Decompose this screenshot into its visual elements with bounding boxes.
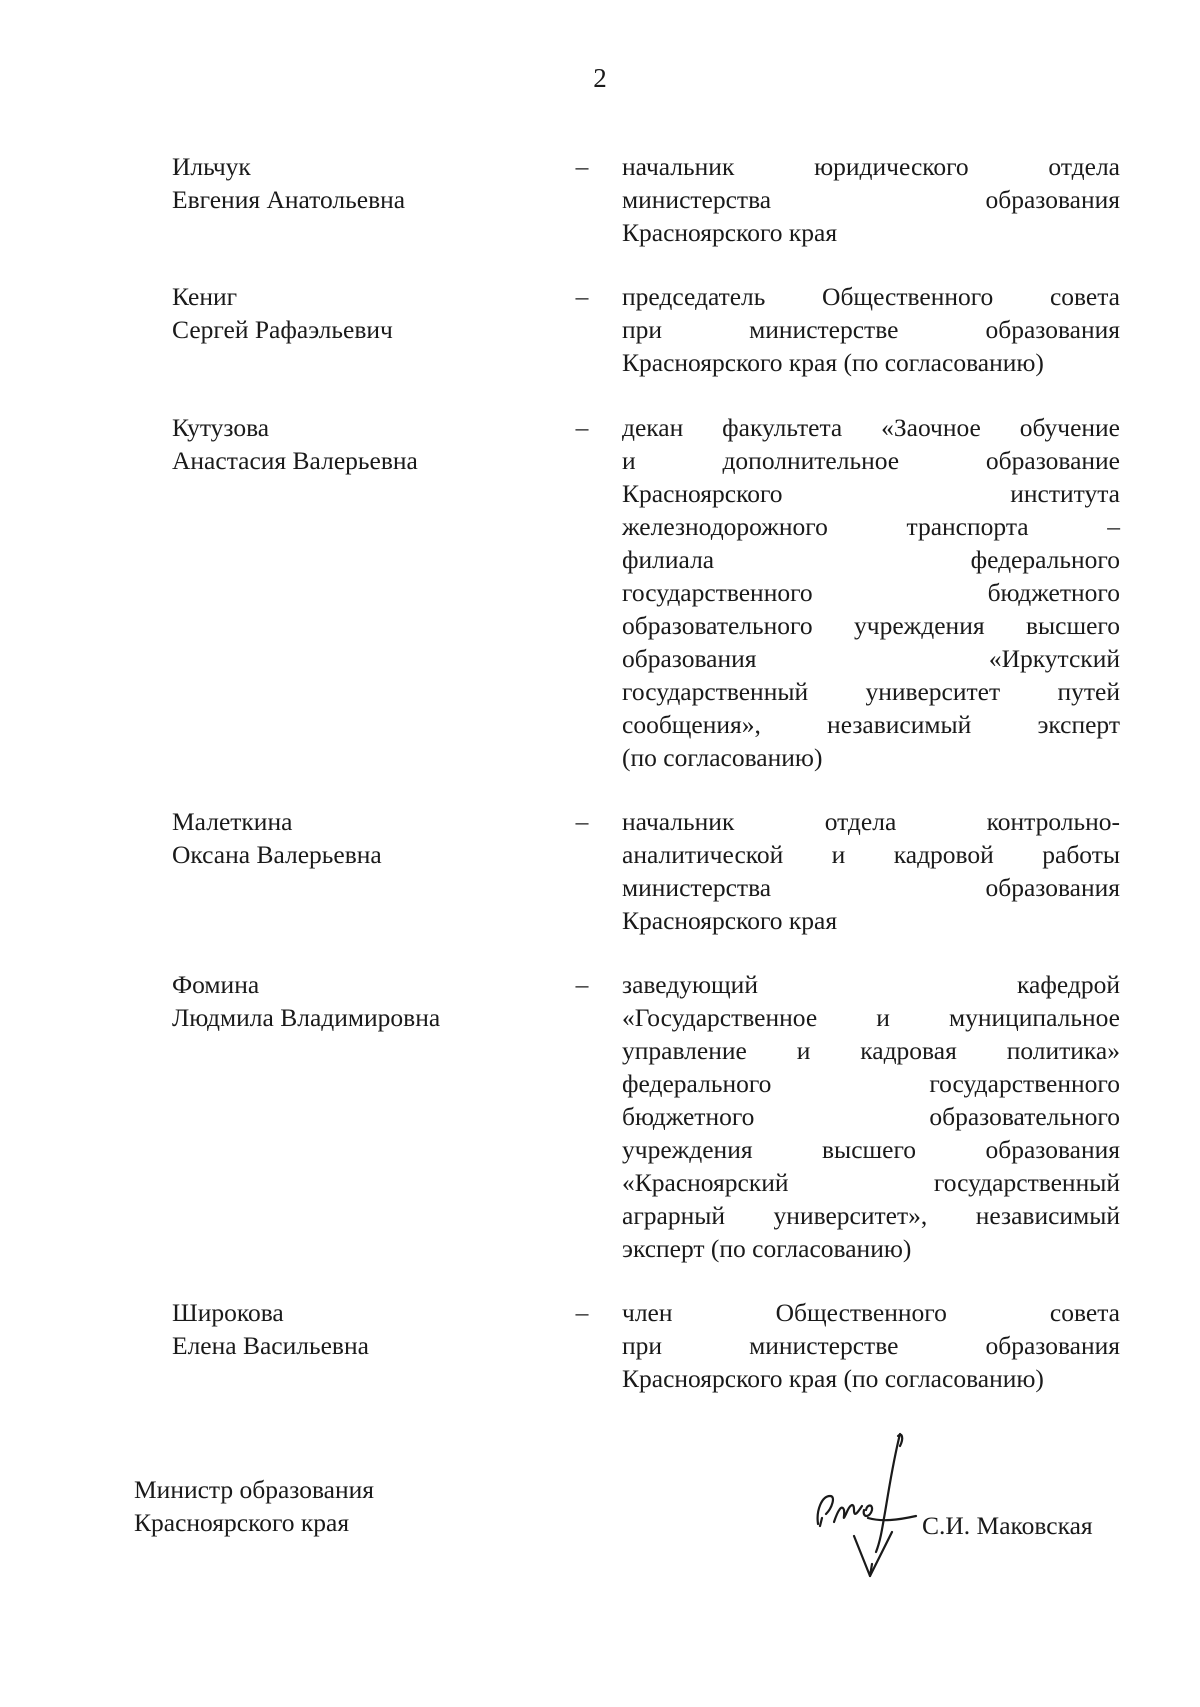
position-line: Красноярского края (по согласованию) xyxy=(622,1364,1044,1393)
member-surname: Кутузова xyxy=(172,413,270,442)
position-line: «Красноярский государственный xyxy=(622,1168,1120,1197)
member-given-name: Людмила Владимировна xyxy=(172,1003,441,1032)
member-name xyxy=(172,150,552,216)
position-line: государственный университет путей xyxy=(622,677,1120,706)
member-given-name: Елена Васильевна xyxy=(172,1331,369,1360)
position-line: управление и кадровая политика» xyxy=(622,1036,1120,1065)
dash-separator: – xyxy=(575,1298,589,1327)
position-line: председатель Общественного совета xyxy=(622,282,1120,311)
position-line: при министерстве образования xyxy=(622,315,1120,344)
signatory-title xyxy=(134,1473,374,1539)
position-line: аграрный университет», независимый xyxy=(622,1201,1120,1230)
member-given-name: Оксана Валерьевна xyxy=(172,840,382,869)
dash-separator: – xyxy=(575,413,589,442)
position-line: (по согласованию) xyxy=(622,743,823,772)
position-line: учреждения высшего образования xyxy=(622,1135,1120,1164)
position-line: заведующий кафедрой xyxy=(622,970,1120,999)
position-line: эксперт (по согласованию) xyxy=(622,1234,912,1263)
member-surname: Фомина xyxy=(172,970,260,999)
member-name xyxy=(172,968,552,1034)
member-given-name: Сергей Рафаэльевич xyxy=(172,315,393,344)
signatory-title-line: Министр образования xyxy=(134,1475,375,1504)
member-surname: Ильчук xyxy=(172,152,251,181)
member-surname: Широкова xyxy=(172,1298,284,1327)
position-line: аналитической и кадровой работы xyxy=(622,840,1120,869)
member-name xyxy=(172,280,552,346)
dash-separator: – xyxy=(575,970,589,999)
position-line: Красноярского края xyxy=(622,218,838,247)
position-line: министерства образования xyxy=(622,185,1120,214)
position-line: начальник юридического отдела xyxy=(622,152,1120,181)
position-line: член Общественного совета xyxy=(622,1298,1120,1327)
position-line: начальник отдела контрольно- xyxy=(622,807,1120,836)
position-line: Красноярского института xyxy=(622,479,1120,508)
position-line: Красноярского края xyxy=(622,906,838,935)
member-position xyxy=(622,411,1120,774)
position-line: сообщения», независимый эксперт xyxy=(622,710,1120,739)
dash-separator: – xyxy=(575,282,589,311)
member-name xyxy=(172,411,552,477)
member-given-name: Анастасия Валерьевна xyxy=(172,446,418,475)
position-line: образования «Иркутский xyxy=(622,644,1120,673)
position-line: министерства образования xyxy=(622,873,1120,902)
position-line: государственного бюджетного xyxy=(622,578,1120,607)
position-line: федерального государственного xyxy=(622,1069,1120,1098)
member-name xyxy=(172,805,552,871)
member-position xyxy=(622,150,1120,249)
position-line: и дополнительное образование xyxy=(622,446,1120,475)
handwritten-signature xyxy=(812,1426,932,1586)
position-line: «Государственное и муниципальное xyxy=(622,1003,1120,1032)
dash-separator: – xyxy=(575,152,589,181)
position-line: при министерстве образования xyxy=(622,1331,1120,1360)
member-position xyxy=(622,1296,1120,1395)
position-line: Красноярского края (по согласованию) xyxy=(622,348,1044,377)
position-line: железнодорожного транспорта – xyxy=(622,512,1120,541)
position-line: декан факультета «Заочное обучение xyxy=(622,413,1120,442)
member-position xyxy=(622,968,1120,1265)
member-position xyxy=(622,805,1120,937)
position-line: образовательного учреждения высшего xyxy=(622,611,1120,640)
member-name xyxy=(172,1296,552,1362)
member-surname: Кениг xyxy=(172,282,238,311)
position-line: бюджетного образовательного xyxy=(622,1102,1120,1131)
member-given-name: Евгения Анатольевна xyxy=(172,185,406,214)
page-number: 2 xyxy=(593,63,607,93)
position-line: филиала федерального xyxy=(622,545,1120,574)
signatory-title-line: Красноярского края xyxy=(134,1508,350,1537)
signatory-name: С.И. Маковская xyxy=(922,1511,1093,1540)
member-surname: Малеткина xyxy=(172,807,293,836)
member-position xyxy=(622,280,1120,379)
dash-separator: – xyxy=(575,807,589,836)
